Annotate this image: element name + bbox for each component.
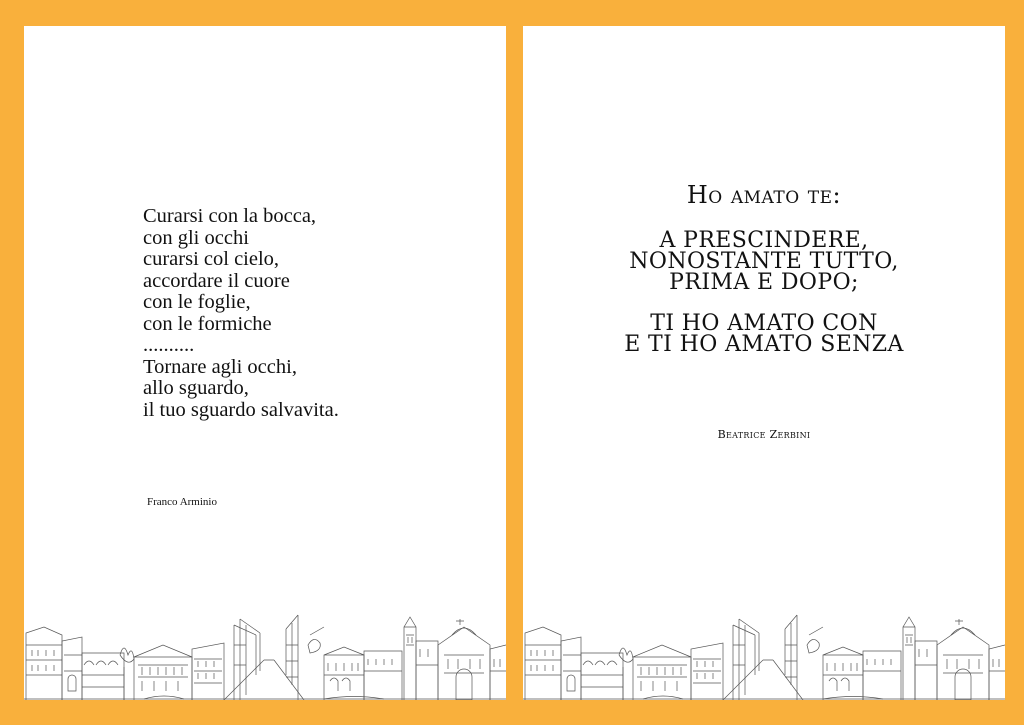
author-credit-left: Franco Arminio <box>147 496 217 508</box>
poem-line: Tornare agli occhi, <box>143 355 297 378</box>
right-page <box>523 26 1005 700</box>
left-page <box>24 26 506 700</box>
poem-line: allo sguardo, <box>143 377 249 399</box>
poem-line: TI HO AMATO CON <box>650 311 878 336</box>
poem-line: PRIMA E DOPO; <box>669 270 859 295</box>
poem-line: con gli occhi <box>143 226 249 249</box>
poem-line: Curarsi con la bocca, <box>143 205 317 227</box>
town-skyline-illustration <box>523 605 1005 700</box>
poem-line: NONOSTANTE TUTTO, <box>629 249 899 274</box>
poem-line: con le foglie, <box>143 291 251 313</box>
poem-right <box>523 180 1005 355</box>
author-credit-right: Beatrice Zerbini <box>717 428 811 441</box>
poem-line: il tuo sguardo salvavita. <box>143 398 339 421</box>
poem-line: accordare il cuore <box>143 269 290 292</box>
poem-line: E TI HO AMATO SENZA <box>624 332 904 357</box>
poem-left <box>143 206 339 421</box>
stanza-1 <box>523 230 1005 293</box>
poem-line: con le formiche <box>143 312 272 335</box>
poem-line: A PRESCINDERE, <box>659 228 869 253</box>
poem-line: .......... <box>143 334 195 356</box>
town-skyline-illustration <box>24 605 506 700</box>
poem-line: curarsi col cielo, <box>143 248 280 270</box>
stanza-2 <box>523 313 1005 355</box>
poem-title: Ho amato te: <box>686 181 842 209</box>
